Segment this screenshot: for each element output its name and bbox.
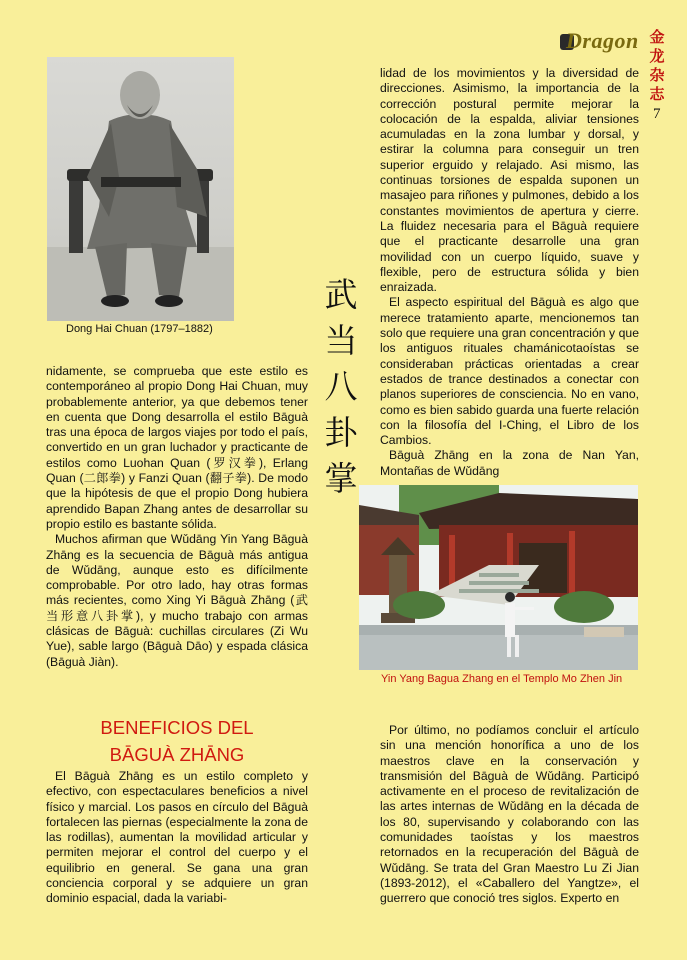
chinese-char: 志 [649,85,665,103]
right-column-bottom [380,723,639,907]
section-title-line: BENEFICIOS DEL [100,717,254,738]
left-column-bottom [46,769,308,907]
section-title-line: BĀGUÀ ZHĀNG [109,744,245,765]
left-column-top [46,364,308,670]
magazine-logo [560,30,642,56]
title-char: 当 [324,321,358,360]
page-number: 7 [653,106,661,122]
temple-photo [359,485,638,670]
title-char: 八 [324,367,358,406]
chinese-char: 杂 [649,66,665,84]
temple-caption: Yin Yang Bagua Zhang en el Templo Mo Zhen Jin [381,673,623,685]
section-title [46,714,308,768]
magazine-chinese-name [646,28,668,104]
portrait-photo [47,57,234,321]
title-char: 卦 [324,413,358,452]
paragraph: nidamente, se comprueba que este estilo es contemporáneo al propio Dong Hai Chuan, muy probablemente anterior, ya que debemos tener en cuenta que Dong desarrolla el estilo Bāguà tras una época de largos viajes por todo el país, convertido en un gran luchador y practicante de estilos como Luohan Quan (罗汉拳), Erlang Quan (二郎拳) y Fanzi Quan (翻子拳). De modo que la hipótesis de que el propio Dong hubiera aprendido Bapan Zhang antes de desarrollar su propio estilo es bastante sólida. [46,364,308,531]
paragraph: El aspecto espiritual del Bāguà es algo que merece tratamiento aparte, mencionemos tan solo que requiere una gran concentración y que los antiguos rituales chamánicotaoístas se consideraban prácticas orientadas a crear estados de trance destinados a conectar con planos superiores de consciencia. No en vano, como es bien sabido guarda una fuerte relación con la filosofía del I-Ching, el Libro de los Cambios. [380,295,639,448]
portrait-caption: Dong Hai Chuan (1797–1882) [66,323,213,335]
chinese-title [321,272,361,502]
paragraph: Bāguà Zhāng en la zona de Nan Yan, Montañas de Wǔdāng [380,448,639,478]
temple-scene-illustration [359,485,638,670]
logo-text: Dragon [566,28,639,53]
paragraph: Por último, no podíamos concluir el artículo sin una mención honorífica a uno de los maestros clave en la conservación y transmisión del Bāguà de Wǔdāng. Participó activamente en el proceso de revitalización de las artes internas de Wǔdāng en la década de los 80, supervisando y colaborando con las comunidades taoístas y los maestros retornados en la recuperación del Bāguà de Wǔdāng. Se trata del Gran Maestro Lu Zi Jian (1893-2012), el «Caballero del Yangtze», el guerrero que conoció tres siglos. Experto en [380,723,639,906]
title-char: 掌 [324,459,358,498]
title-char: 武 [324,275,358,314]
seated-master-illustration [47,57,234,321]
chinese-char: 金 [649,28,665,46]
paragraph: lidad de los movimientos y la diversidad de direcciones. Asimismo, la importancia de la corrección postural permite mejorar la colocación de la espalda, aliviar tensiones acumuladas en la zona lumbar y dorsal, y estirar la columna para conseguir un tren superior erguido y relajado. Asi mismo, las continuas torsiones de espalda suponen un masajeo para riñones y pulmones, debido a los constantes movimientos de apertura y cierre. La fluidez necesaria para el Bāguà requiere que el practicante desarrolle una gran movilidad con un cuerpo líquido, suave y flexible, pero de estructura sólida y bien enraizada. [380,66,639,295]
paragraph: El Bāguà Zhāng es un estilo completo y efectivo, con espectaculares beneficios a nivel físico y marcial. Los pasos en círculo del Bāguà fortalecen las piernas (especialmente la zona de las rodillas), aumentan la movilidad articular y permiten mejorar el control del cuerpo y el equilibrio en general. Se gana una gran conciencia corporal y se adquiere un gran dominio espacial, dada la variabi- [46,769,308,906]
chinese-char: 龙 [649,47,665,65]
right-column-top [380,66,639,479]
paragraph: Muchos afirman que Wǔdāng Yin Yang Bāguà Zhāng es la secuencia de Bāguà más antigua de Wǔdāng, aunque esto es difícilmente comprobable. Por otro lado, hay otras formas más recientes, como Xing Yi Bāguà Zhāng (武当形意八卦掌), y mucho trabajo con armas clásicas de Bāguà: cuchillas circulares (Zi Wu Yue), sable largo (Bāguà Dāo) y espada clásica (Bāguà Jiàn). [46,532,308,669]
